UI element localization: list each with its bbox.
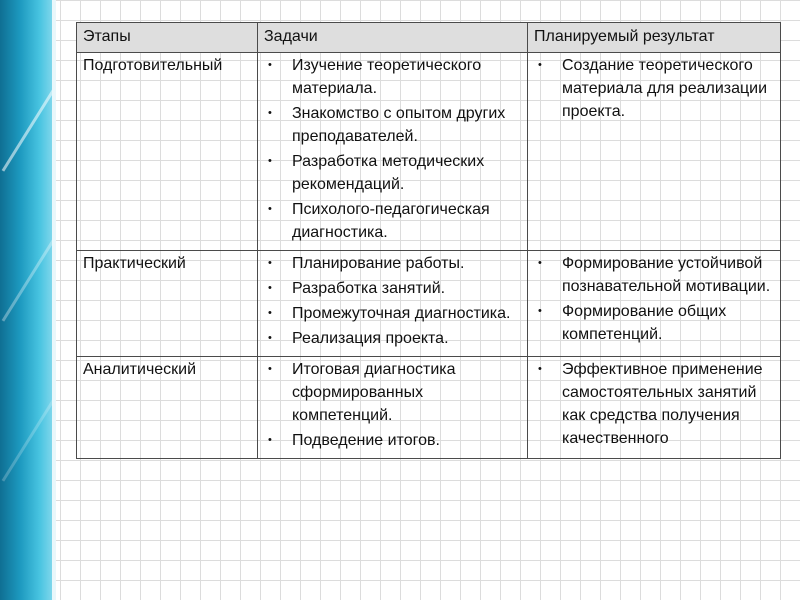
table-row [77,251,781,357]
tasks-list [264,54,521,244]
list-item: • Создание теоретического материала для реализации проекта. [534,54,774,123]
list-item: • Формирование общих компетенций. [534,300,774,346]
list-item: • Формирование устойчивой познавательной мотивации. [534,252,774,298]
list-item: • Планирование работы. [264,252,521,275]
list-item: • Промежуточная диагностика. [264,302,521,325]
list-item: • Психолого-педагогическая диагностика. [264,198,521,244]
tasks-cell [258,53,528,251]
list-item: • Эффективное применение самостоятельных занятий как средства получения качественного [534,358,774,450]
table-row [77,53,781,251]
list-item: • Изучение теоретического материала. [264,54,521,100]
tasks-list [264,358,521,452]
tasks-cell [258,357,528,459]
results-cell [528,251,781,357]
header-row [77,23,781,53]
stage-cell: Подготовительный [77,53,258,251]
list-item: • Разработка занятий. [264,277,521,300]
results-list [534,358,774,450]
stage-cell: Аналитический [77,357,258,459]
project-plan-table [76,22,781,459]
list-item: • Разработка методических рекомендаций. [264,150,521,196]
list-item: • Подведение итогов. [264,429,521,452]
band-edge [52,0,56,600]
results-cell [528,357,781,459]
list-item: • Знакомство с опытом других преподавателей. [264,102,521,148]
band-light-streak [2,201,56,321]
list-item: • Итоговая диагностика сформированных компетенций. [264,358,521,427]
results-cell [528,53,781,251]
stage-cell: Практический [77,251,258,357]
band-light-streak [2,361,56,481]
decorative-side-band [0,0,56,600]
tasks-cell [258,251,528,357]
list-item: • Реализация проекта. [264,327,521,350]
header-tasks: Задачи [258,23,528,53]
header-stages: Этапы [77,23,258,53]
results-list [534,54,774,123]
table-row [77,357,781,459]
header-planned-result: Планируемый результат [528,23,781,53]
tasks-list [264,252,521,350]
results-list [534,252,774,346]
band-light-streak [2,51,56,171]
